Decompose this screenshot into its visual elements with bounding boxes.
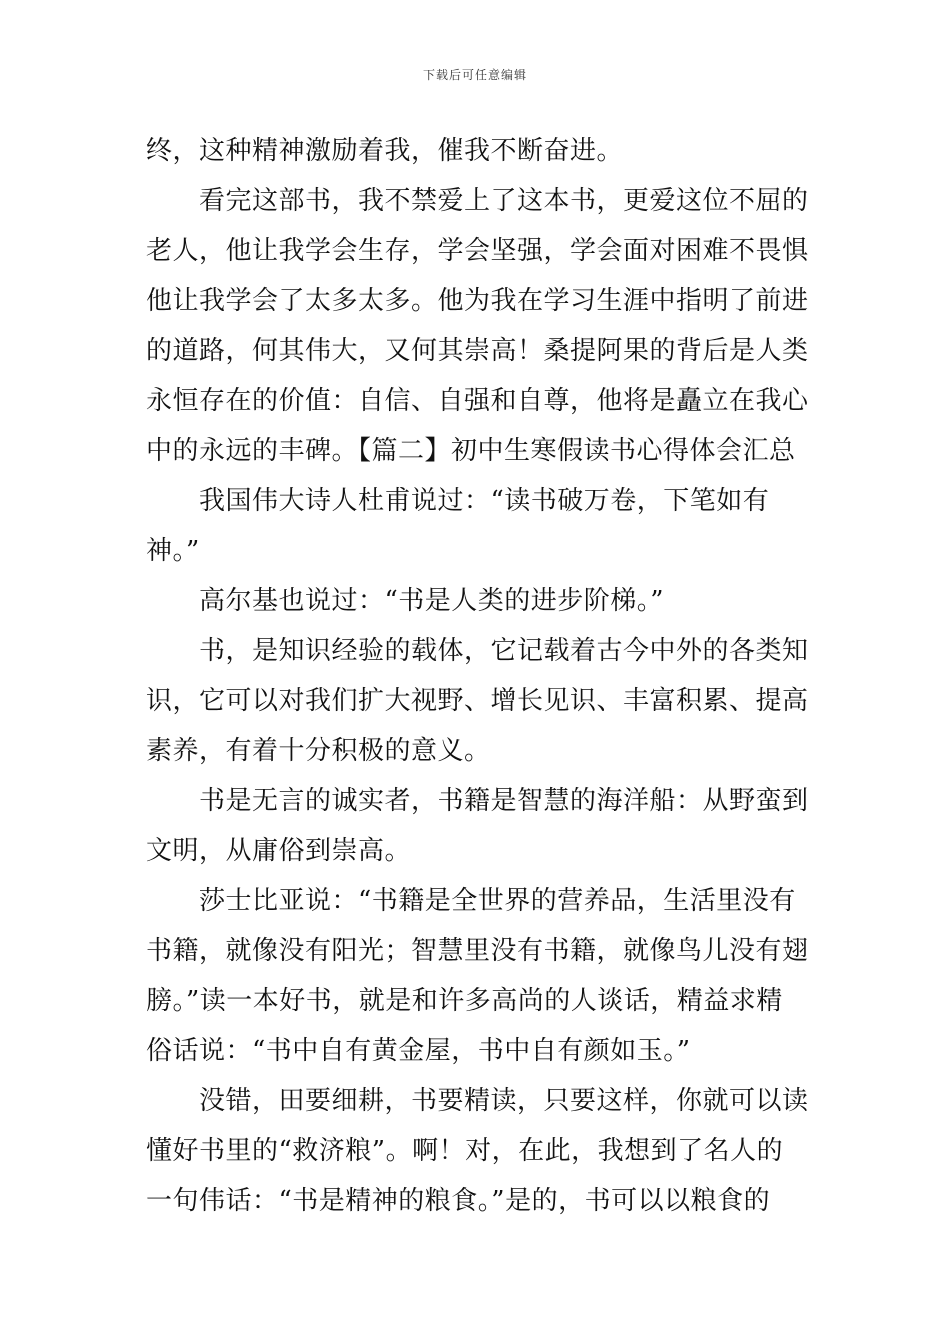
text-line: 他让我学会了太多太多。他为我在学习生涯中指明了前进 <box>146 286 809 316</box>
text-line: 没错，田要细耕，书要精读，只要这样，你就可以读 <box>199 1086 809 1116</box>
page-header-note: 下载后可任意编辑 <box>422 68 527 82</box>
text-line: 终，这种精神激励着我，催我不断奋进。 <box>146 136 624 166</box>
text-line: 的道路，何其伟大，又何其崇高！桑提阿果的背后是人类 <box>146 336 809 366</box>
document-body <box>146 126 808 1226</box>
text-line: 我国伟大诗人杜甫说过：“读书破万卷，下笔如有 <box>199 486 770 516</box>
text-line: 俗话说：“书中自有黄金屋，书中自有颜如玉。” <box>146 1036 691 1066</box>
text-line: 书，是知识经验的载体，它记载着古今中外的各类知 <box>199 636 809 666</box>
text-line: 识，它可以对我们扩大视野、增长见识、丰富积累、提高 <box>146 686 809 716</box>
text-line: 书是无言的诚实者，书籍是智慧的海洋船：从野蛮到 <box>199 786 809 816</box>
text-line: 中的永远的丰碑。【篇二】初中生寒假读书心得体会汇总 <box>146 436 796 466</box>
text-line: 莎士比亚说：“书籍是全世界的营养品，生活里没有 <box>199 886 796 916</box>
text-line: 永恒存在的价值：自信、自强和自尊，他将是矗立在我心 <box>146 386 809 416</box>
text-line: 神。” <box>146 536 200 566</box>
text-line: 懂好书里的“救济粮”。啊！对，在此，我想到了名人的 <box>146 1136 784 1166</box>
text-line: 书籍，就像没有阳光；智慧里没有书籍，就像鸟儿没有翅 <box>146 936 809 966</box>
text-line: 文明，从庸俗到崇高。 <box>146 836 412 866</box>
text-line: 素养，有着十分积极的意义。 <box>146 736 491 766</box>
text-line: 老人，他让我学会生存，学会坚强，学会面对困难不畏惧 <box>146 236 809 266</box>
text-line: 膀。”读一本好书，就是和许多高尚的人谈话，精益求精 <box>146 986 783 1016</box>
text-line: 一句伟话：“书是精神的粮食。”是的，书可以以粮食的 <box>146 1186 771 1216</box>
text-line: 看完这部书，我不禁爱上了这本书，更爱这位不屈的 <box>199 186 809 216</box>
text-line: 高尔基也说过：“书是人类的进步阶梯。” <box>199 586 665 616</box>
